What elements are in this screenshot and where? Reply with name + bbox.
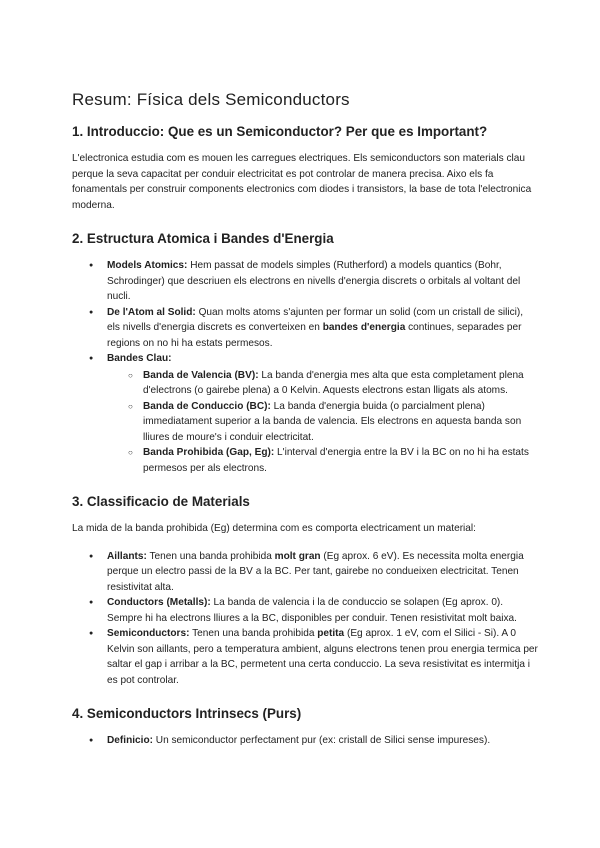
sub-bullet-banda-valencia	[107, 368, 538, 399]
bullet-conductors	[72, 595, 538, 626]
document-title: Resum: Física dels Semiconductors	[72, 90, 350, 109]
bullet-text: Un semiconductor perfectament pur (ex: cristall de Silici sense impureses).	[152, 735, 491, 746]
bullet-label: Conductors (Metalls):	[107, 597, 211, 608]
bullet-emphasis: bandes d'energia	[322, 322, 406, 333]
bullet-text: Tenen una banda prohibida	[146, 550, 275, 562]
sub-bullet-text: La banda d'energia buida (o parcialment plena) immediatament superior a la banda de valencia. Els electrons en aquesta banda son lliures de moure's i conduir electricitat.	[143, 400, 522, 443]
bullet-bandes-clau	[72, 351, 538, 476]
section-2-bullet-list	[72, 258, 538, 476]
section-estructura-atomica	[72, 231, 538, 476]
sub-bullet-banda-prohibida	[107, 445, 538, 476]
section-3-bullet-list	[72, 549, 538, 689]
bullet-text: Tenen una banda prohibida	[189, 628, 318, 639]
section-4-heading: 4. Semiconductors Intrinsecs (Purs)	[72, 706, 302, 721]
sub-bullet-text: L'interval d'energia entre la BV i la BC on no hi ha estats permesos per als electrons.	[143, 447, 529, 474]
section-4-bullet-list	[72, 733, 538, 749]
bullet-text: continues, separades per regions on no hi ha estats permesos.	[107, 322, 522, 349]
section-3-heading: 3. Classificacio de Materials	[72, 494, 250, 509]
section-intrinsecs	[72, 706, 538, 749]
bullet-label: Bandes Clau:	[107, 353, 172, 364]
bullet-models-atomics	[72, 258, 538, 305]
sub-bullet-label: Banda de Valencia (BV):	[143, 369, 259, 381]
sub-bullet-label: Banda Prohibida (Gap, Eg):	[143, 447, 275, 458]
section-2-heading: 2. Estructura Atomica i Bandes d'Energia	[72, 231, 334, 246]
section-introduccio	[72, 124, 538, 213]
bullet-label: Definicio:	[107, 735, 153, 746]
bullet-aillants	[72, 549, 538, 596]
bullet-text: Hem passat de models simples (Rutherford) a models quantics (Bohr, Schrodinger) que descriuen els electrons en nivells d'energia discrets o orbitals al voltant del nucli.	[107, 260, 521, 302]
bullet-atom-solid	[72, 305, 538, 352]
bullet-text: (Eg aprox. 1 eV, com el Silici - Si). A 0 Kelvin son aillants, pero a temperatura ambient, alguns electrons tenen prou energia termica per saltar el gap i arribar a la BC, permetent una certa conduccio. La seva resistivitat es intermitja i es pot controlar.	[107, 628, 538, 686]
section-3-paragraph: La mida de la banda prohibida (Eg) determina com es comporta electricament un material:	[72, 523, 476, 534]
bullet-text: Quan molts atoms s'ajunten per formar un solid (com un cristall de silici), els nivells d'energia discrets es converteixen en	[107, 306, 524, 333]
bullet-label: De l'Atom al Solid:	[107, 306, 196, 318]
sub-bullet-banda-conduccio	[107, 399, 538, 446]
bullet-text: (Eg aprox. 6 eV). Es necessita molta energia perque un electro passi de la BV a la BC. Per tant, gairebe no condueixen electricitat. Tenen resistivitat alta.	[107, 550, 524, 593]
bullet-label: Aillants:	[107, 550, 147, 562]
section-classificacio	[72, 494, 538, 688]
bullet-label: Models Atomics:	[107, 260, 188, 271]
sub-bullet-text: La banda d'energia mes alta que esta completament plena d'electrons (o gairebe plena) a 0 Kelvin. Aquests electrons estan lligats als atoms.	[143, 369, 524, 396]
section-1-paragraph: L'electronica estudia com es mouen les carregues electriques. Els semiconductors son materials clau perque la seva capacitat per conduir electricitat es pot controlar de manera precisa. Aixo els fa fonamentals per construir components electronics com diodes i transistors, la base de tota l'electronica moderna.	[72, 153, 532, 211]
bullet-text: La banda de valencia i la de conduccio se solapen (Eg aprox. 0). Sempre hi ha electrons lliures a la BC, disponibles per conduir. Tenen resistivitat molt baixa.	[107, 597, 517, 624]
document-page	[72, 90, 538, 749]
bullet-definicio	[72, 733, 538, 749]
bullet-semiconductors	[72, 626, 538, 688]
bullet-emphasis: petita	[317, 628, 345, 639]
bandes-sub-list	[107, 368, 538, 477]
bullet-emphasis: molt gran	[274, 550, 321, 562]
bullet-label: Semiconductors:	[107, 628, 190, 639]
section-1-heading: 1. Introduccio: Que es un Semiconductor? Per que es Important?	[72, 124, 488, 139]
sub-bullet-label: Banda de Conduccio (BC):	[143, 400, 271, 412]
